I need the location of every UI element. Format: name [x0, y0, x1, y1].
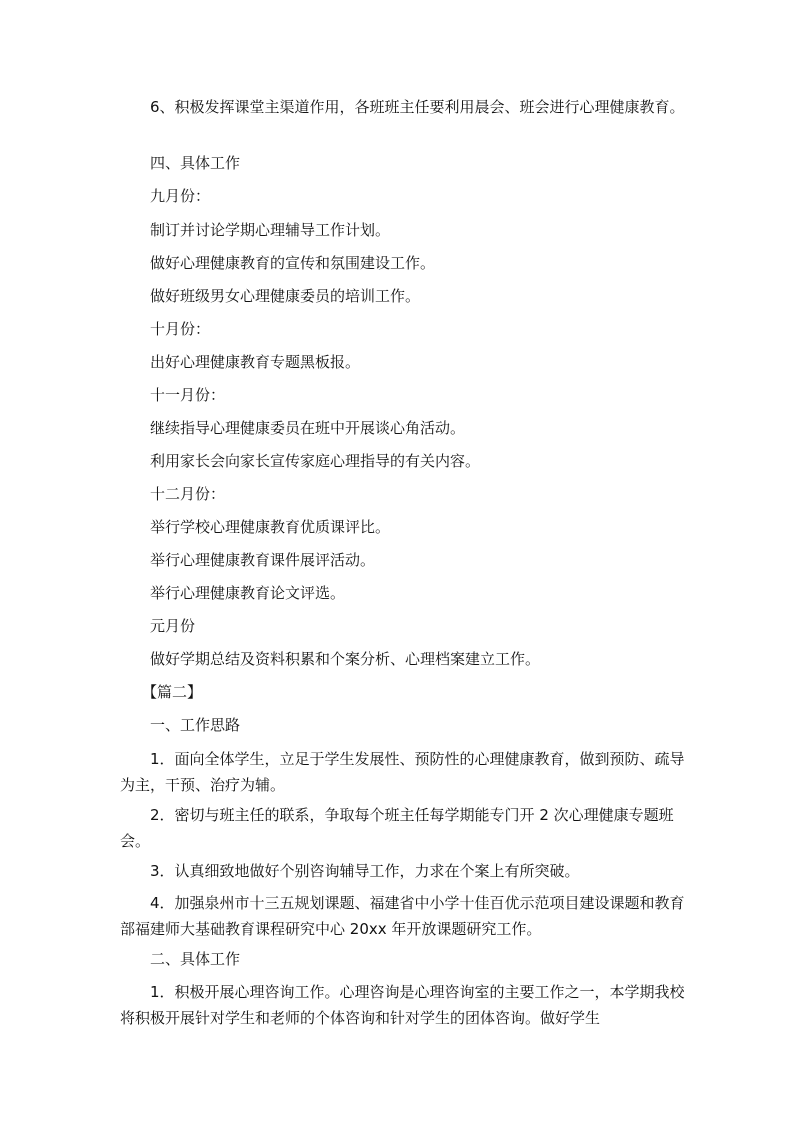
paragraph: 做好班级男女心理健康委员的培训工作。 [150, 287, 421, 305]
paragraph: 出好心理健康教育专题黑板报。 [150, 353, 361, 371]
paragraph: 举行心理健康教育论文评选。 [150, 584, 346, 602]
section-heading: 二、具体工作 [150, 950, 241, 968]
section-heading: 一、工作思路 [150, 716, 241, 734]
paragraph: 4．加强泉州市十三五规划课题、福建省中小学十佳百优示范项目建设课题和教育部福建师大基础教育课程研究中心 20xx 年开放课题研究工作。 [120, 894, 685, 938]
month-heading: 元月份 [150, 617, 196, 635]
paragraph: 1．积极开展心理咨询工作。心理咨询是心理咨询室的主要工作之一，本学期我校将积极开展针对学生和老师的个体咨询和针对学生的团体咨询。做好学生 [120, 983, 685, 1027]
paragraph: 做好学期总结及资料积累和个案分析、心理档案建立工作。 [150, 650, 541, 668]
paragraph: 举行心理健康教育课件展评活动。 [150, 551, 376, 569]
paragraph: 制订并讨论学期心理辅导工作计划。 [150, 221, 391, 239]
month-heading: 十二月份： [150, 485, 226, 503]
paragraph: 利用家长会向家长宣传家庭心理指导的有关内容。 [150, 452, 481, 470]
month-heading: 九月份： [150, 187, 211, 205]
section-heading: 四、具体工作 [150, 154, 241, 172]
paragraph: 6、积极发挥课堂主渠道作用，各班班主任要利用晨会、班会进行心理健康教育。 [150, 98, 685, 116]
paragraph: 2．密切与班主任的联系，争取每个班主任每学期能专门开 2 次心理健康专题班会。 [120, 806, 674, 850]
month-heading: 十一月份： [150, 386, 226, 404]
month-heading: 十月份： [150, 320, 211, 338]
paragraph: 继续指导心理健康委员在班中开展谈心角活动。 [150, 419, 466, 437]
paragraph: 做好心理健康教育的宣传和氛围建设工作。 [150, 254, 436, 272]
paragraph: 举行学校心理健康教育优质课评比。 [150, 518, 391, 536]
paragraph: 3．认真细致地做好个别咨询辅导工作，力求在个案上有所突破。 [150, 862, 580, 880]
paragraph: 1．面向全体学生，立足于学生发展性、预防性的心理健康教育，做到预防、疏导为主，干预、治疗为辅。 [120, 750, 685, 794]
part-heading: 【篇二】 [142, 683, 203, 701]
